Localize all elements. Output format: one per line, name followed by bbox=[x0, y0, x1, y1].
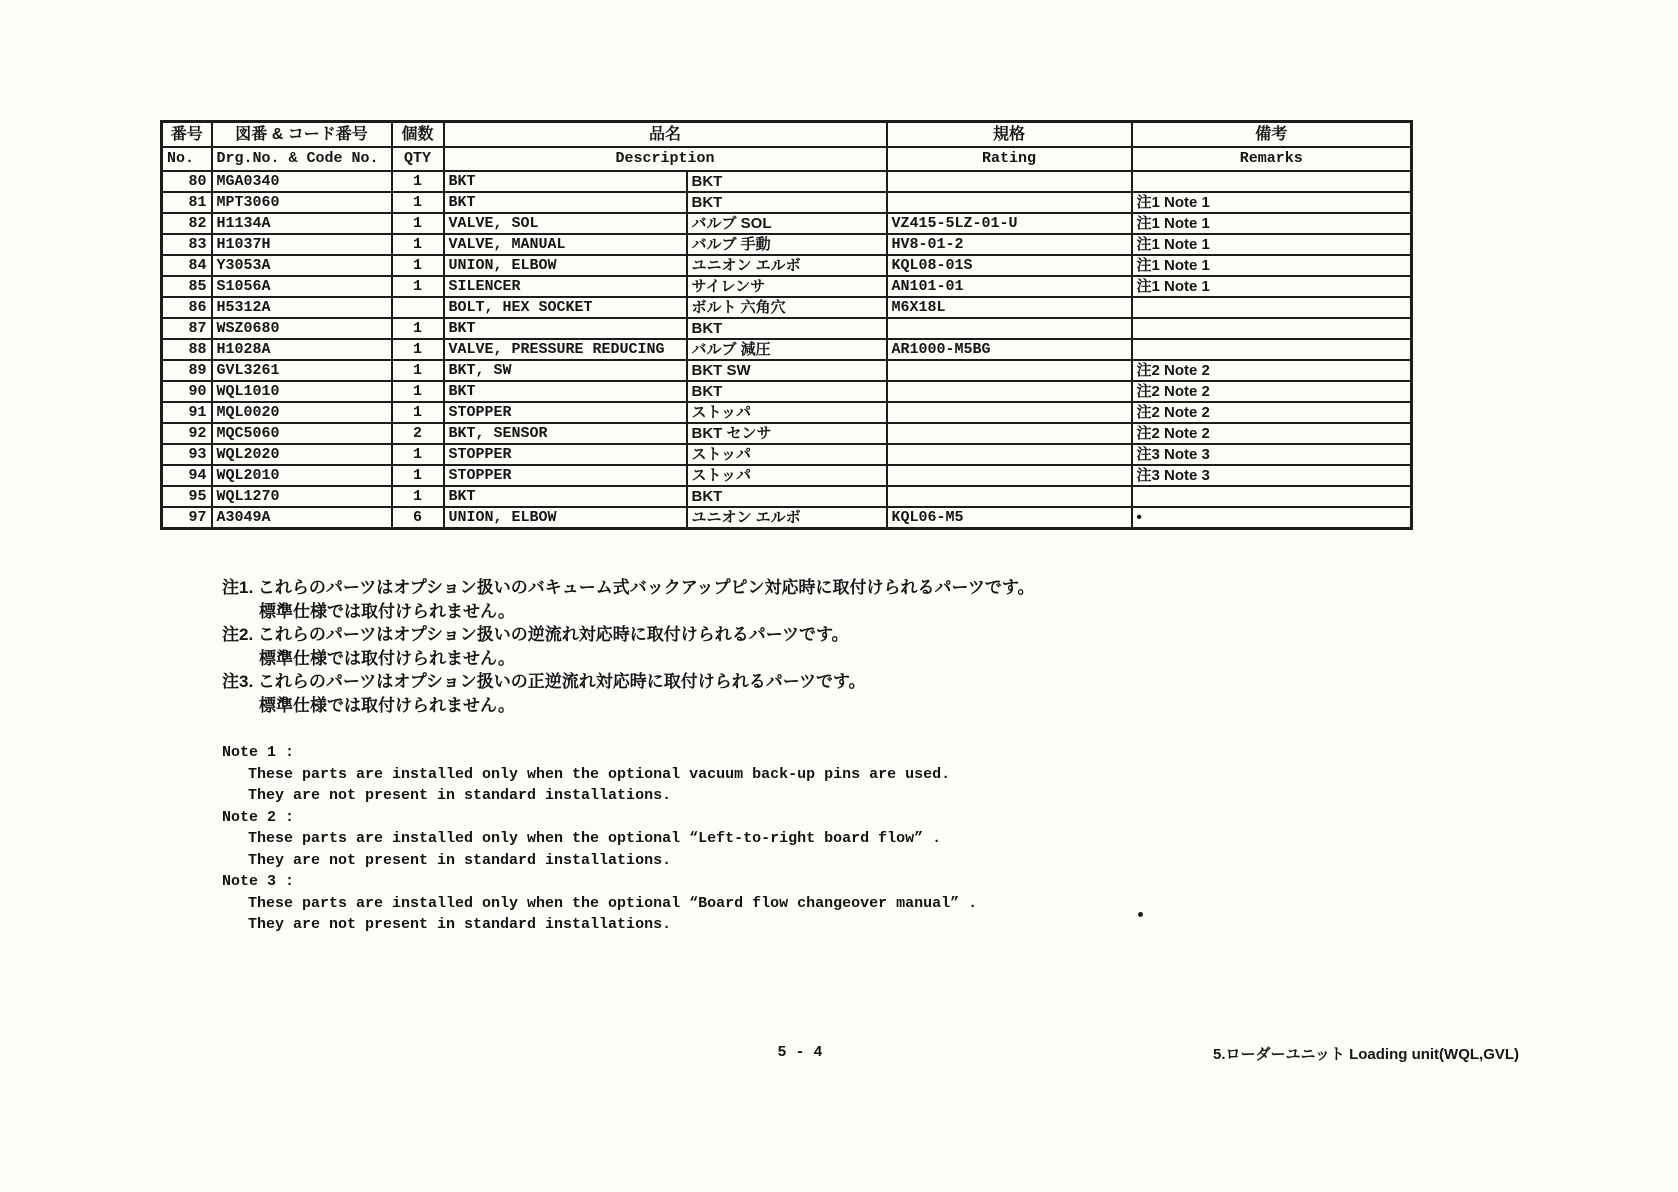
jp-note-line1 bbox=[222, 670, 1034, 694]
cell-desc-jp: バルブ 手動 bbox=[687, 234, 887, 255]
cell-remarks: 注1 Note 1 bbox=[1132, 276, 1412, 297]
cell-rating bbox=[887, 192, 1132, 213]
cell-drg: MGA0340 bbox=[212, 171, 392, 192]
cell-desc-jp: BKT bbox=[687, 171, 887, 192]
cell-rating bbox=[887, 465, 1132, 486]
header-drg-jp: 図番 & コード番号 bbox=[213, 123, 391, 148]
cell-no: 86 bbox=[162, 297, 212, 318]
table-row bbox=[162, 402, 1412, 423]
en-note-line: They are not present in standard installations. bbox=[248, 851, 672, 869]
cell-qty: 1 bbox=[392, 339, 444, 360]
notes-japanese bbox=[222, 576, 1034, 717]
table-row bbox=[162, 444, 1412, 465]
header-no-en: No. bbox=[167, 150, 195, 167]
cell-remarks bbox=[1132, 486, 1412, 507]
header-qty-jp: 個数 bbox=[393, 123, 443, 148]
cell-no: 84 bbox=[162, 255, 212, 276]
table-row bbox=[162, 486, 1412, 507]
parts-table-body bbox=[162, 171, 1412, 529]
header-no bbox=[162, 122, 212, 172]
en-note-title: Note 1 : bbox=[222, 744, 295, 761]
header-qty bbox=[392, 122, 444, 172]
cell-desc-en: BKT, SW bbox=[444, 360, 687, 381]
table-row bbox=[162, 255, 1412, 276]
header-qty-en: QTY bbox=[403, 150, 431, 167]
en-note-title: Note 3 : bbox=[222, 873, 295, 890]
header-row bbox=[162, 122, 1412, 172]
cell-rating bbox=[887, 381, 1132, 402]
cell-qty bbox=[392, 297, 444, 318]
cell-qty: 2 bbox=[392, 423, 444, 444]
cell-desc-jp: ユニオン エルボ bbox=[687, 255, 887, 276]
cell-remarks: 注2 Note 2 bbox=[1132, 423, 1412, 444]
jp-note-line2: 標準仕様では取付けられません。 bbox=[259, 601, 516, 621]
table-row bbox=[162, 318, 1412, 339]
cell-desc-jp: ストッパ bbox=[687, 465, 887, 486]
cell-no: 85 bbox=[162, 276, 212, 297]
cell-rating bbox=[887, 402, 1132, 423]
cell-remarks bbox=[1132, 339, 1412, 360]
ink-dot bbox=[1138, 912, 1143, 917]
cell-no: 88 bbox=[162, 339, 212, 360]
cell-rating: VZ415-5LZ-01-U bbox=[887, 213, 1132, 234]
cell-desc-jp: ユニオン エルボ bbox=[687, 507, 887, 529]
cell-qty: 1 bbox=[392, 318, 444, 339]
page-number: 5 - 4 bbox=[777, 1044, 823, 1061]
cell-remarks: 注3 Note 3 bbox=[1132, 444, 1412, 465]
jp-note-text: これらのパーツはオプション扱いの逆流れ対応時に取付けられるパーツです。 bbox=[257, 625, 849, 644]
cell-desc-jp: BKT bbox=[687, 318, 887, 339]
table-row bbox=[162, 339, 1412, 360]
cell-no: 94 bbox=[162, 465, 212, 486]
cell-rating: AN101-01 bbox=[887, 276, 1132, 297]
cell-desc-en: BKT bbox=[444, 171, 687, 192]
jp-note-line2: 標準仕様では取付けられません。 bbox=[259, 695, 516, 715]
header-description-en: Description bbox=[615, 150, 715, 167]
cell-no: 80 bbox=[162, 171, 212, 192]
cell-drg: WQL2010 bbox=[212, 465, 392, 486]
header-no-jp: 番号 bbox=[163, 123, 211, 148]
parts-table bbox=[160, 120, 1413, 530]
cell-desc-jp: BKT センサ bbox=[687, 423, 887, 444]
cell-rating: M6X18L bbox=[887, 297, 1132, 318]
table-row bbox=[162, 465, 1412, 486]
cell-drg: A3049A bbox=[212, 507, 392, 529]
cell-drg: H1037H bbox=[212, 234, 392, 255]
cell-desc-en: UNION, ELBOW bbox=[444, 255, 687, 276]
header-remarks bbox=[1132, 122, 1412, 172]
cell-drg: WQL1270 bbox=[212, 486, 392, 507]
cell-qty: 1 bbox=[392, 360, 444, 381]
jp-note-label: 注2. bbox=[222, 625, 258, 644]
cell-drg: MQC5060 bbox=[212, 423, 392, 444]
cell-desc-jp: サイレンサ bbox=[687, 276, 887, 297]
cell-qty: 1 bbox=[392, 234, 444, 255]
cell-qty: 1 bbox=[392, 255, 444, 276]
table-row bbox=[162, 213, 1412, 234]
cell-drg: MPT3060 bbox=[212, 192, 392, 213]
cell-desc-en: STOPPER bbox=[444, 402, 687, 423]
header-description bbox=[444, 122, 887, 172]
cell-desc-jp: バルブ SOL bbox=[687, 213, 887, 234]
cell-drg: H1134A bbox=[212, 213, 392, 234]
cell-qty: 1 bbox=[392, 465, 444, 486]
cell-remarks bbox=[1132, 171, 1412, 192]
cell-rating bbox=[887, 318, 1132, 339]
cell-no: 82 bbox=[162, 213, 212, 234]
cell-remarks: 注2 Note 2 bbox=[1132, 402, 1412, 423]
footer-section-label: 5.ローダーユニット Loading unit(WQL,GVL) bbox=[1213, 1046, 1520, 1063]
cell-rating: HV8-01-2 bbox=[887, 234, 1132, 255]
cell-desc-en: SILENCER bbox=[444, 276, 687, 297]
cell-qty: 1 bbox=[392, 213, 444, 234]
table-row bbox=[162, 192, 1412, 213]
cell-drg: MQL0020 bbox=[212, 402, 392, 423]
cell-remarks: 注1 Note 1 bbox=[1132, 213, 1412, 234]
header-description-jp: 品名 bbox=[445, 123, 886, 148]
en-note-line: They are not present in standard installations. bbox=[248, 787, 672, 804]
cell-desc-en: STOPPER bbox=[444, 465, 687, 486]
cell-desc-en: BKT bbox=[444, 381, 687, 402]
en-note-line: These parts are installed only when the optional “Board flow changeover manual” . bbox=[248, 894, 978, 912]
cell-desc-en: UNION, ELBOW bbox=[444, 507, 687, 529]
cell-drg: WQL2020 bbox=[212, 444, 392, 465]
en-note-line: These parts are installed only when the optional vacuum back-up pins are used. bbox=[248, 765, 951, 783]
cell-drg: H1028A bbox=[212, 339, 392, 360]
cell-desc-jp: ストッパ bbox=[687, 402, 887, 423]
table-row bbox=[162, 297, 1412, 318]
cell-desc-en: VALVE, SOL bbox=[444, 213, 687, 234]
cell-qty: 1 bbox=[392, 192, 444, 213]
header-drg-en: Drg.No. & Code No. bbox=[216, 150, 379, 167]
cell-drg: GVL3261 bbox=[212, 360, 392, 381]
cell-no: 90 bbox=[162, 381, 212, 402]
cell-desc-jp: バルブ 減圧 bbox=[687, 339, 887, 360]
cell-desc-jp: BKT bbox=[687, 192, 887, 213]
cell-remarks bbox=[1132, 297, 1412, 318]
cell-rating bbox=[887, 360, 1132, 381]
header-drg bbox=[212, 122, 392, 172]
table-row bbox=[162, 381, 1412, 402]
cell-qty: 1 bbox=[392, 381, 444, 402]
cell-desc-en: VALVE, MANUAL bbox=[444, 234, 687, 255]
cell-desc-jp: BKT SW bbox=[687, 360, 887, 381]
header-remarks-en: Remarks bbox=[1239, 150, 1303, 167]
cell-qty: 1 bbox=[392, 276, 444, 297]
jp-note-label: 注1. bbox=[222, 578, 258, 597]
jp-note-line1 bbox=[222, 623, 1034, 647]
cell-qty: 1 bbox=[392, 171, 444, 192]
cell-rating: KQL08-01S bbox=[887, 255, 1132, 276]
cell-rating bbox=[887, 444, 1132, 465]
cell-remarks: 注2 Note 2 bbox=[1132, 360, 1412, 381]
en-note-line: They are not present in standard installations. bbox=[248, 916, 672, 933]
cell-qty: 6 bbox=[392, 507, 444, 529]
cell-desc-en: BKT bbox=[444, 318, 687, 339]
cell-desc-jp: ストッパ bbox=[687, 444, 887, 465]
cell-remarks: 注1 Note 1 bbox=[1132, 234, 1412, 255]
cell-rating: AR1000-M5BG bbox=[887, 339, 1132, 360]
cell-desc-en: BKT, SENSOR bbox=[444, 423, 687, 444]
cell-desc-en: BOLT, HEX SOCKET bbox=[444, 297, 687, 318]
cell-no: 92 bbox=[162, 423, 212, 444]
header-remarks-jp: 備考 bbox=[1133, 123, 1411, 148]
cell-desc-jp: BKT bbox=[687, 486, 887, 507]
cell-remarks bbox=[1132, 318, 1412, 339]
cell-rating bbox=[887, 486, 1132, 507]
jp-note-line2: 標準仕様では取付けられません。 bbox=[259, 648, 516, 668]
jp-note-text: これらのパーツはオプション扱いのバキューム式バックアップピン対応時に取付けられるパーツです。 bbox=[257, 578, 1035, 597]
cell-no: 81 bbox=[162, 192, 212, 213]
jp-note-text: これらのパーツはオプション扱いの正逆流れ対応時に取付けられるパーツです。 bbox=[257, 672, 866, 691]
parts-table-header bbox=[162, 122, 1412, 172]
cell-remarks: 注3 Note 3 bbox=[1132, 465, 1412, 486]
cell-no: 93 bbox=[162, 444, 212, 465]
cell-desc-jp: BKT bbox=[687, 381, 887, 402]
cell-rating bbox=[887, 423, 1132, 444]
cell-desc-en: VALVE, PRESSURE REDUCING bbox=[444, 339, 687, 360]
table-row bbox=[162, 276, 1412, 297]
cell-remarks: 注1 Note 1 bbox=[1132, 255, 1412, 276]
notes-english bbox=[222, 742, 977, 936]
cell-remarks: • bbox=[1132, 507, 1412, 529]
cell-drg: WSZ0680 bbox=[212, 318, 392, 339]
cell-no: 95 bbox=[162, 486, 212, 507]
cell-drg: WQL1010 bbox=[212, 381, 392, 402]
cell-remarks: 注1 Note 1 bbox=[1132, 192, 1412, 213]
cell-no: 87 bbox=[162, 318, 212, 339]
table-row bbox=[162, 507, 1412, 529]
header-rating bbox=[887, 122, 1132, 172]
cell-qty: 1 bbox=[392, 402, 444, 423]
cell-qty: 1 bbox=[392, 486, 444, 507]
cell-rating bbox=[887, 171, 1132, 192]
cell-no: 89 bbox=[162, 360, 212, 381]
cell-no: 91 bbox=[162, 402, 212, 423]
cell-drg: S1056A bbox=[212, 276, 392, 297]
cell-desc-jp: ボルト 六角穴 bbox=[687, 297, 887, 318]
cell-no: 83 bbox=[162, 234, 212, 255]
cell-desc-en: BKT bbox=[444, 486, 687, 507]
cell-desc-en: STOPPER bbox=[444, 444, 687, 465]
cell-desc-en: BKT bbox=[444, 192, 687, 213]
en-note-title: Note 2 : bbox=[222, 808, 295, 826]
header-rating-jp: 規格 bbox=[888, 123, 1131, 148]
jp-note-line1 bbox=[222, 576, 1034, 600]
cell-drg: H5312A bbox=[212, 297, 392, 318]
cell-qty: 1 bbox=[392, 444, 444, 465]
table-row bbox=[162, 360, 1412, 381]
table-row bbox=[162, 423, 1412, 444]
table-row bbox=[162, 234, 1412, 255]
header-rating-en: Rating bbox=[981, 150, 1036, 167]
table-row bbox=[162, 171, 1412, 192]
cell-no: 97 bbox=[162, 507, 212, 529]
jp-note-label: 注3. bbox=[222, 672, 258, 691]
cell-remarks: 注2 Note 2 bbox=[1132, 381, 1412, 402]
cell-drg: Y3053A bbox=[212, 255, 392, 276]
en-note-line: These parts are installed only when the optional “Left-to-right board flow” . bbox=[248, 830, 942, 847]
cell-rating: KQL06-M5 bbox=[887, 507, 1132, 529]
